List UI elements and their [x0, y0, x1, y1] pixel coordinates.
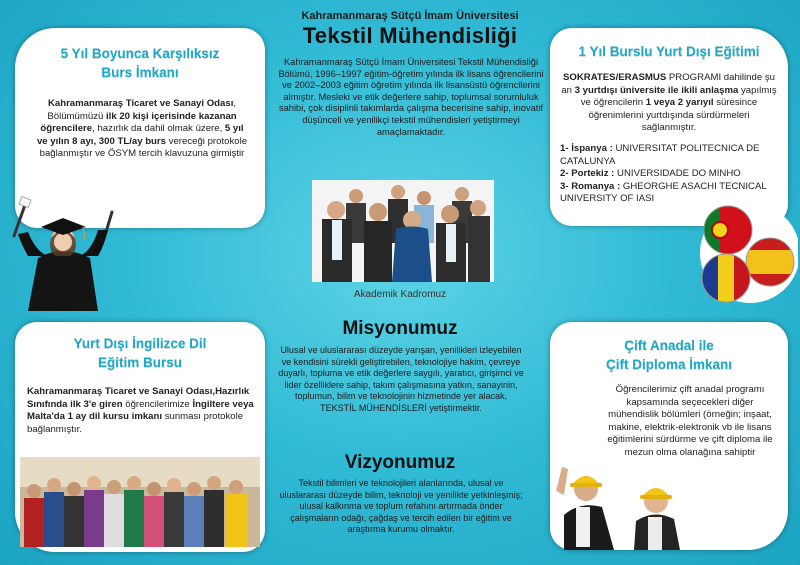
engineers-photo: [550, 445, 700, 550]
students-photo: [20, 457, 260, 547]
university-list: [560, 143, 778, 206]
department-title: Tekstil Mühendisliği: [302, 23, 518, 48]
english-text: Kahramanmaraş Ticaret ve Sanayi Odası,Hazırlık Sınıfında ilk 3'e giren öğrencilerimize İngiltere veya Malta'da 1 ay dil kursu imkanı sunması protokole bağlanmıştır.: [27, 386, 254, 435]
university-name: Kahramanmaraş Sütçü İmam Üniversitesi: [301, 10, 519, 22]
list-item: 2- Portekiz : UNIVERSIDADE DO MINHO: [560, 168, 741, 180]
staff-caption: Akademik Kadromuz: [353, 289, 447, 300]
list-item: 3- Romanya : GHEORGHE ASACHI TECNICAL UNIVERSITY OF IASI: [560, 180, 767, 205]
scholarship-text: Kahramanmaraş Ticaret ve Sanayi Odası, Bölümümüzü ilk 20 kişi içerisinde kazanan öğrencilere, hazırlık da dahil olmak üzere, 5 yıl ve yılın 8 ayı, 300 TL/ay burs vereceği protokole bağlanmıştır ve ÖSYM tercih klavuzuna girmiştir: [36, 98, 248, 160]
double-degree-text: Öğrencilerimiz çift anadal programı kapsamında seçecekleri diğer mühendislik bölümleri (örneğin; inşaat, makine, elektrik-elektronik vb ile lisans eğitimlerini sürdürme ve çift diploma ile mezun olma olanağına sahiptir: [607, 384, 773, 458]
vision-text: Tekstil bilimleri ve teknolojileri alanlarında, ulusal ve uluslararası düzeyde bilim, teknoloji ve yenilikte yetkinleşmiş; ulusal kalkınma ve toplum refahını artırmada önder çalışmaların odağı, çağdaş ve tercih edilen bir eğitim ve araştırma kurumu olmaktır.: [279, 478, 523, 534]
intro-text: Kahramanmaraş Sütçü İmam Üniversitesi Tekstil Mühendisliği Bölümü, 1996–1997 eğitim-öğretim yılında ilk lisans öğrencilerini ve 2002–2003 eğitim öğretim yılında ilk lisansüstü öğrencilerini almıştır. Mesleki ve etik değerlere sahip, toplumsal sorumluluk sahibi, çok disiplinli takımlarda çalışma becerisine sahip, inovatif düşünceli ve yenilikçi tekstil mühendisleri yetiştirmeyi amaçlamaktadır.: [278, 57, 544, 137]
header: [270, 10, 550, 49]
abroad-text: SOKRATES/ERASMUS PROGRAMI dahilinde şu an 3 yurtdışı üniversite ile ikili anlaşma yapılmış ve öğrencilerin 1 veya 2 yarıyıl süresince öğrenimlerini yurtdışında sürdürmeleri sağlanmıştır. 1- İspanya : UNIVERSITAT POLITECNICA DE CATALUNYA 2- Portekiz : UNIVERSIDADE DO MINHO 3- Romanya : GHEORGHE ASACHI TECNICAL UNIVERSITY OF IASI: [560, 72, 777, 205]
staff-photo: [312, 180, 494, 282]
abroad-title: 1 Yıl Burslu Yurt Dışı Eğitimi: [578, 44, 760, 59]
flags-image: [698, 200, 798, 306]
abroad-panel: [550, 28, 788, 226]
list-item: 1- İspanya : UNIVERSITAT POLITECNICA DE CATALUNYA: [560, 142, 760, 167]
mission-title: Misyonumuz: [342, 318, 458, 339]
graduate-image: [8, 196, 118, 311]
scholarship-title: 5 Yıl Boyunca Karşılıksız Burs İmkanı: [60, 46, 220, 80]
mission-text: Ulusal ve uluslararası düzeyde yarışan, yenilikleri izleyebilen ve kendisini sürekli geliştirebilen, teknolojiye hakim, çevreye duyarlı, topluma ve etik değerlere saygılı, yaratıcı, girişimci ve lider özelliklere sahip, takım çalışmasına yatkın, sanayinin, toplumun, bilim ve teknolojinin hizmetinde yer alacak, TEKSTİL MÜHENDİSLERİ yetiştirmektir.: [278, 345, 524, 413]
double-degree-title: Çift Anadal ile Çift Diploma İmkanı: [605, 338, 732, 372]
english-title: Yurt Dışı İngilizce Dil Eğitim Bursu: [73, 336, 207, 370]
vision-title: Vizyonumuz: [344, 452, 456, 473]
